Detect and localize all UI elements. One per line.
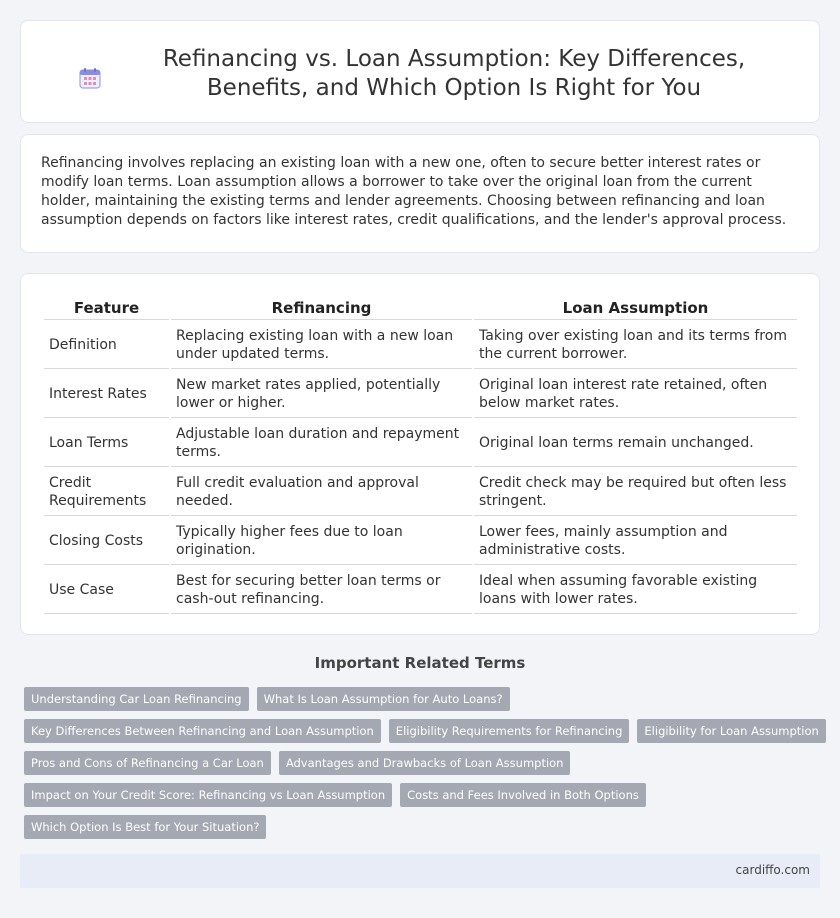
row-loan-assumption: Ideal when assuming favorable existing loans with lower rates. — [474, 567, 797, 614]
related-term-tag[interactable]: Eligibility for Loan Assumption — [637, 719, 825, 743]
related-term-tag[interactable]: Eligibility Requirements for Refinancing — [389, 719, 630, 743]
footer-site-name[interactable]: cardiffo.com — [735, 863, 810, 877]
row-loan-assumption: Lower fees, mainly assumption and administrative costs. — [474, 518, 797, 565]
header-loan-assumption: Loan Assumption — [474, 296, 797, 320]
table-row — [44, 420, 797, 467]
row-feature: Definition — [44, 322, 169, 369]
tag-row — [24, 815, 804, 839]
row-refinancing: Replacing existing loan with a new loan under updated terms. — [171, 322, 472, 369]
row-refinancing: Full credit evaluation and approval needed. — [171, 469, 472, 516]
table-row — [44, 371, 797, 418]
table-row — [44, 518, 797, 565]
related-term-tag[interactable]: Which Option Is Best for Your Situation? — [24, 815, 266, 839]
related-term-tag[interactable]: What Is Loan Assumption for Auto Loans? — [257, 687, 510, 711]
row-refinancing: Adjustable loan duration and repayment terms. — [171, 420, 472, 467]
row-loan-assumption: Taking over existing loan and its terms from the current borrower. — [474, 322, 797, 369]
row-loan-assumption: Original loan interest rate retained, often below market rates. — [474, 371, 797, 418]
table-row — [44, 322, 797, 369]
related-term-tag[interactable]: Costs and Fees Involved in Both Options — [400, 783, 646, 807]
row-feature: Loan Terms — [44, 420, 169, 467]
tag-row — [24, 783, 804, 807]
related-terms-list — [24, 687, 819, 847]
row-loan-assumption: Original loan terms remain unchanged. — [474, 420, 797, 467]
row-feature: Closing Costs — [44, 518, 169, 565]
related-term-tag[interactable]: Impact on Your Credit Score: Refinancing vs Loan Assumption — [24, 783, 392, 807]
comparison-card — [20, 273, 820, 635]
related-terms-title: Important Related Terms — [314, 654, 526, 672]
related-term-tag[interactable]: Advantages and Drawbacks of Loan Assumption — [279, 751, 571, 775]
title-card — [20, 20, 820, 123]
tag-row — [24, 687, 804, 711]
tag-row — [24, 751, 804, 775]
table-header-row — [44, 296, 797, 320]
tag-row — [24, 719, 819, 743]
related-term-tag[interactable]: Key Differences Between Refinancing and Loan Assumption — [24, 719, 381, 743]
footer — [20, 854, 820, 888]
row-refinancing: Best for securing better loan terms or cash-out refinancing. — [171, 567, 472, 614]
row-refinancing: Typically higher fees due to loan origination. — [171, 518, 472, 565]
table-row — [44, 567, 797, 614]
table-row — [44, 469, 797, 516]
related-term-tag[interactable]: Understanding Car Loan Refinancing — [24, 687, 249, 711]
row-feature: Use Case — [44, 567, 169, 614]
row-feature: Credit Requirements — [44, 469, 169, 516]
header-refinancing: Refinancing — [171, 296, 472, 320]
comparison-table — [42, 294, 799, 616]
intro-paragraph: Refinancing involves replacing an existing loan with a new one, often to secure better interest rates or modify loan terms. Loan assumption allows a borrower to take over the original loan from the current holder, maintaining the existing terms and lender agreements. Choosing between refinancing and loan assumption depends on factors like interest rates, credit qualifications, and the lender's approval process. — [41, 155, 787, 228]
intro-card — [20, 134, 820, 253]
row-refinancing: New market rates applied, potentially lower or higher. — [171, 371, 472, 418]
row-feature: Interest Rates — [44, 371, 169, 418]
related-term-tag[interactable]: Pros and Cons of Refinancing a Car Loan — [24, 751, 271, 775]
page-title: Refinancing vs. Loan Assumption: Key Differences, Benefits, and Which Option Is Right for You — [162, 46, 746, 101]
header-feature: Feature — [44, 296, 169, 320]
row-loan-assumption: Credit check may be required but often less stringent. — [474, 469, 797, 516]
